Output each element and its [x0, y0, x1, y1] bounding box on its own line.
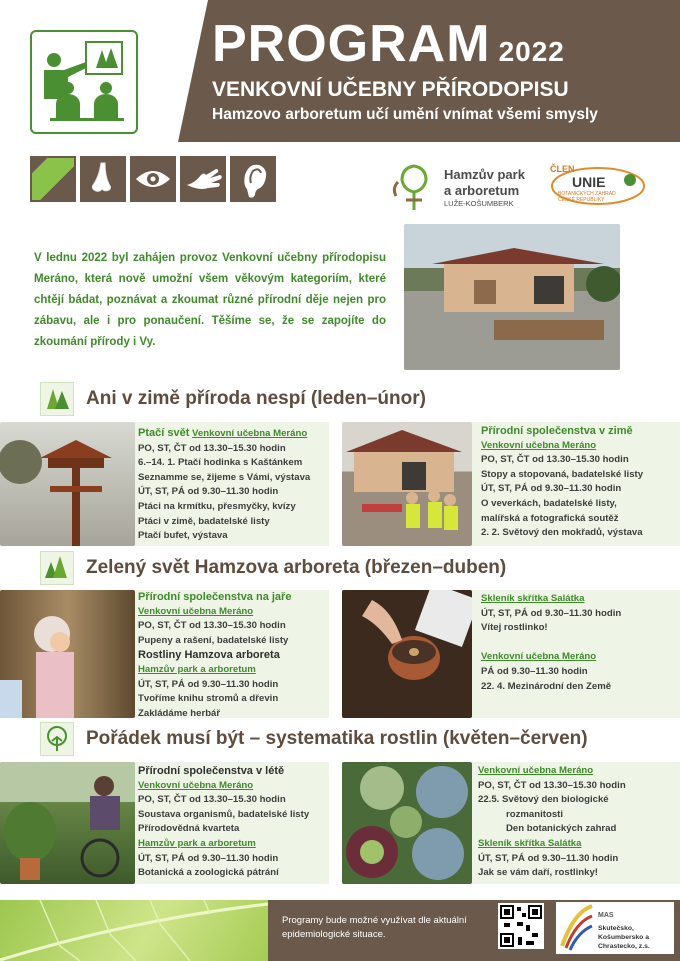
program-venue: Skleník skřítka Salátka — [481, 593, 585, 604]
classroom-building-photo — [404, 224, 620, 370]
section-heading-text: Pořádek musí být – systematika rostlin (květen–červen) — [86, 728, 588, 749]
program-ptaci-svet — [138, 426, 330, 544]
program-line: ÚT, ST, PÁ od 9.30–11.30 hodin — [138, 852, 279, 864]
program-line: malířská a fotografická soutěž — [481, 512, 619, 524]
program-line: Pupeny a rašení, badatelské listy — [138, 634, 289, 646]
bird-feeder-photo — [0, 422, 135, 546]
program-line: rozmanitosti — [506, 808, 564, 820]
girl-insect-hotel-photo — [0, 590, 135, 718]
program-venue: Hamzův park a arboretum — [138, 663, 256, 675]
program-line: Tvoříme knihu stromů a dřevin — [138, 693, 279, 705]
page-tagline: Hamzovo arboretum učí umění vnímat všemi smysly — [212, 106, 598, 123]
hamzuv-park-logo — [388, 160, 538, 212]
program-line: ÚT, ST, PÁ od 9.30–11.30 hodin — [481, 607, 622, 619]
union-name: UNIE — [572, 174, 606, 190]
nose-icon — [80, 156, 126, 202]
section-heading-text: Zelený svět Hamzova arboreta (březen–duben) — [86, 557, 507, 578]
program-title: Přírodní společenstva v zimě — [481, 425, 633, 437]
program-line: 6.–14. 1. Ptačí hodinka s Kaštánkem — [138, 457, 303, 469]
program-line: Seznamme se, žijeme s Vámi, výstava — [138, 471, 311, 483]
section-heading-winter — [40, 382, 426, 416]
program-line: Stopy a stopovaná, badatelské listy — [481, 468, 644, 480]
leaf-decoration — [0, 900, 268, 961]
page-title — [212, 14, 565, 74]
intro-text: V lednu 2022 byl zahájen provoz Venkovní učebny přírodopisu Meráno, která nově umožní všem věkovým kategoriím, které chtějí bádat, poznávat a zkoumat různé přírodní děje nejen pro zábavu, ale i pro ponaučení. Těšíme se, že se zapojíte do zkoumání přírody i Vy. — [34, 252, 386, 348]
section-heading-text: Ani v zimě příroda nespí (leden–únor) — [86, 388, 426, 409]
footer-note: Programy bude možné využívat dle aktuální epidemiologické situace. — [282, 915, 467, 940]
program-venue: Skleník skřítka Salátka — [478, 837, 582, 849]
hand-icon — [180, 156, 226, 202]
program-line: ÚT, ST, PÁ od 9.30–11.30 hodin — [481, 483, 622, 495]
program-line: PO, ST, ČT od 13.30–15.30 hodin — [478, 779, 626, 791]
program-line: ÚT, ST, PÁ od 9.30–11.30 hodin — [138, 678, 279, 690]
program-line: Přírodovědná kvarteta — [138, 823, 240, 835]
page-subtitle: VENKOVNÍ UČEBNY PŘÍRODOPISU — [212, 78, 569, 101]
program-venue: Venkovní učebna Meráno — [138, 605, 254, 617]
program-line: Ptáci v zimě, badatelské listy — [138, 515, 270, 527]
program-line: 22.5. Světový den biologické — [478, 794, 609, 806]
program-line: Vítej rostlinko! — [481, 622, 548, 634]
park-tree-icon — [388, 160, 442, 212]
header-notch — [178, 0, 208, 142]
program-title: Přírodní společenstva na jaře — [138, 591, 292, 603]
mas-label: MAS — [598, 912, 614, 919]
program-line: 2. 2. Světový den mokřadů, výstava — [481, 527, 643, 539]
trees-icon — [40, 551, 74, 585]
program-line: PO, ST, ČT od 13.30–15.30 hodin — [481, 454, 629, 466]
park-name-line1: Hamzův park — [444, 167, 525, 182]
program-line: 22. 4. Mezinárodní den Země — [481, 680, 612, 692]
park-name-line2: a arboretum — [444, 183, 520, 198]
teacher-pupils-icon — [32, 32, 136, 132]
trees-icon — [40, 382, 74, 416]
program-line: Botanická a zoologická pátrání — [138, 867, 279, 879]
program-line: O veverkách, badatelské listy, — [481, 497, 617, 509]
wheelchair-plants-photo — [0, 762, 135, 884]
children-group-photo — [342, 422, 472, 546]
mas-name: Skutečsko, Košumbersko a Chrastecko, z.s. — [598, 925, 650, 950]
classroom-logo — [30, 30, 138, 134]
program-line: ÚT, ST, PÁ od 9.30–11.30 hodin — [138, 486, 279, 498]
park-name — [444, 167, 525, 199]
program-venue: Venkovní učebna Meráno — [481, 439, 597, 451]
program-line: Ptačí bufet, výstava — [138, 530, 228, 542]
stripe-icon — [30, 156, 76, 202]
union-label: ČLEN — [550, 164, 575, 174]
qr-code[interactable] — [498, 903, 544, 949]
mas-logo — [556, 902, 674, 954]
section-heading-summer — [40, 722, 588, 756]
program-line: PÁ od 9.30–11.30 hodin — [481, 665, 588, 677]
section-heading-spring — [40, 551, 506, 585]
program-line: PO, ST, ČT od 13.30–15.30 hodin — [138, 442, 286, 454]
program-spolecenstva-zima — [481, 424, 677, 541]
program-line: PO, ST, ČT od 13.30–15.30 hodin — [138, 794, 286, 806]
program-venue: Venkovní učebna Meráno — [478, 765, 594, 776]
program-spolecenstva-jaro — [138, 590, 330, 721]
program-line: ÚT, ST, PÁ od 9.30–11.30 hodin — [478, 852, 619, 864]
program-venue: Venkovní učebna Meráno — [192, 428, 308, 439]
title-year: 2022 — [498, 36, 565, 67]
program-line: Ptáci na krmítku, přesmyčky, kvízy — [138, 500, 296, 512]
union-logo — [546, 164, 646, 208]
mas-swoosh-icon — [556, 902, 596, 954]
program-spolecenstva-leto — [138, 764, 330, 881]
park-city: LUŽE-KOŠUMBERK — [444, 199, 514, 208]
ear-icon — [230, 156, 276, 202]
program-vitej-rostlinko — [481, 592, 677, 694]
program-title: Rostliny Hamzova arboreta — [138, 649, 280, 662]
program-venue: Venkovní učebna Meráno — [138, 779, 254, 791]
title-text: PROGRAM — [212, 15, 491, 73]
program-title: Přírodní společenstva v létě — [138, 765, 285, 777]
program-venue: Venkovní učebna Meráno — [481, 651, 597, 663]
program-line: Jak se vám daří, rostlinky! — [478, 867, 598, 879]
senses-row — [30, 156, 276, 202]
program-line: Zakládáme herbář — [138, 707, 221, 719]
plant-icon — [40, 722, 74, 756]
program-title: Ptačí svět — [138, 427, 190, 439]
program-line: Den botanických zahrad — [506, 823, 617, 835]
program-line: PO, ST, ČT od 13.30–15.30 hodin — [138, 620, 286, 632]
union-sub: BOTANICKÝCH ZAHRAD ČESKÉ REPUBLIKY — [558, 191, 616, 203]
eye-icon — [130, 156, 176, 202]
succulents-photo — [342, 762, 472, 884]
seed-planting-photo — [342, 590, 472, 718]
program-venue: Hamzův park a arboretum — [138, 837, 256, 849]
program-line — [481, 636, 677, 651]
program-biodiverzita — [478, 764, 676, 881]
program-line: Soustava organismů, badatelské listy — [138, 808, 310, 820]
